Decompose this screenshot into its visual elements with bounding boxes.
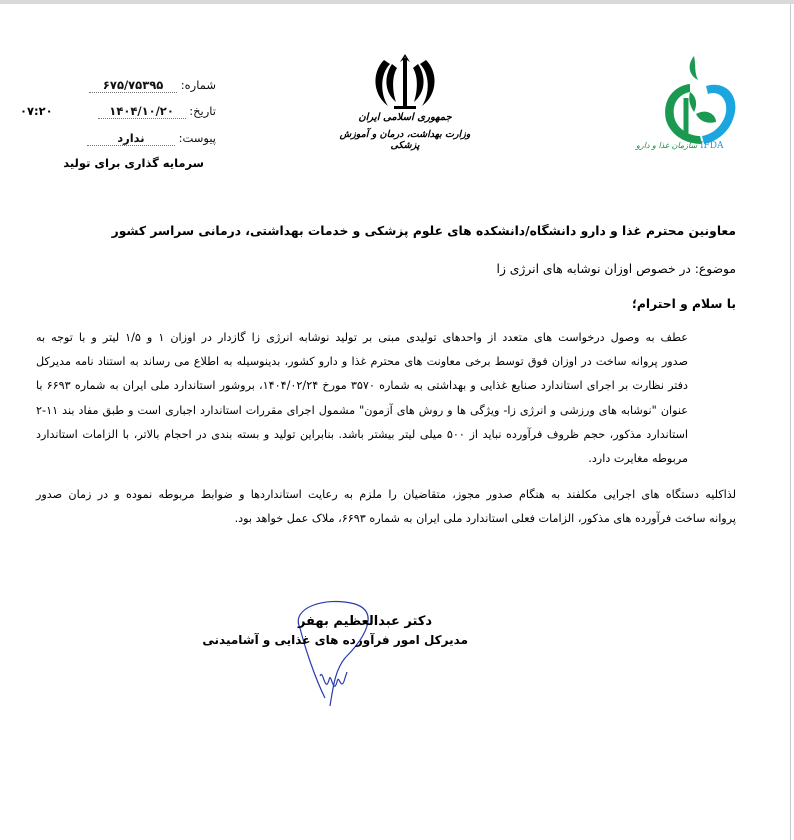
letter-greeting: با سلام و احترام؛ <box>631 297 736 311</box>
page-right-edge <box>790 4 791 840</box>
body-line: صدور پروانه ساخت در اوزان فوق توسط برخی معاونت های محترم غذا و دارو کشور، بدینوسیله به اطلاع می رساند به استناد نامه مدیرکل <box>36 355 688 369</box>
body-paragraph-2 <box>36 483 736 531</box>
ifda-logo-caption-fa: سازمان غذا و دارو <box>636 141 698 150</box>
body-line: لذاکلیه دستگاه های اجرایی مکلفند به هنگام صدور مجوز، متقاضیان را ملزم به رعایت استانداردها و ضوابط مربوطه نموده و در زمان صدور <box>36 488 736 501</box>
letter-number-field <box>89 78 216 93</box>
letter-recipient: معاونین محترم غذا و دارو دانشگاه/دانشکده های علوم پزشکی و خدمات بهداشتی، درمانی سراسر کشور <box>111 224 736 238</box>
body-line: عنوان "نوشابه های ورزشی و انرژی زا- ویژگی ها و روش های آزمون" مشمول اجرای مقررات استاندارد اجباری است و طبق مفاد بند ۱۱-۲ <box>36 403 688 417</box>
department-slogan: سرمایه گذاری برای تولید <box>63 156 204 170</box>
emblem-caption-republic: جمهوری اسلامی ایران <box>358 112 452 123</box>
body-line: پروانه ساخت فرآورده های مذکور، الزامات فعلی استاندارد ملی ایران به شماره ۶۶۹۳، ملاک عمل خواهد بود. <box>234 512 736 526</box>
signatory-title: مدیرکل امور فرآورده های غذایی و آشامیدنی <box>202 633 468 647</box>
letter-number-label: شماره: <box>180 78 216 92</box>
body-line: عطف به وصول درخواست های متعدد از واحدهای تولیدی مبنی بر تولید نوشابه انرژی زا گازدار در اوزان ۱ و ۱/۵ لیتر و با توجه به <box>36 331 688 344</box>
letter-subject: موضوع: در خصوص اوزان نوشابه های انرژی زا <box>496 262 736 276</box>
iran-emblem-icon <box>370 52 440 112</box>
signatory-name: دکتر عبدالعظیم بهفر <box>297 614 433 629</box>
attachment-value: ندارد <box>87 131 175 146</box>
ifda-logo-icon <box>650 52 740 150</box>
ifda-logo-caption-en: IFDA <box>700 141 724 151</box>
body-line: دفتر نظارت بر اجرای استاندارد صنایع غذایی و بهداشتی به شماره ۳۵۷۰ مورخ ۱۴۰۴/۰۲/۲۴، بروشور استاندارد ملی ایران به شماره ۶۶۹۳ با <box>36 379 688 393</box>
letter-time-value: ۰۷:۲۰ <box>20 104 53 118</box>
attachment-label: پیوست: <box>178 131 216 145</box>
emblem-caption-ministry: وزارت بهداشت، درمان و آموزش پزشکی <box>339 129 471 151</box>
letter-number-value: ۶۷۵/۷۵۳۹۵ <box>89 78 177 93</box>
body-line: مربوطه مغایرت دارد. <box>588 452 688 466</box>
letter-date-value: ۱۴۰۴/۱۰/۲۰ <box>98 104 186 119</box>
body-line: استاندارد مذکور، حجم ظروف فرآورده نباید از ۵۰۰ میلی لیتر بیشتر باشد. بنابراین تولید و بسته بندی در احجام بالاتر، با الزامات استاندارد <box>36 427 688 441</box>
letter-date-label: تاریخ: <box>189 104 216 118</box>
attachment-field <box>87 131 216 146</box>
letter-date-field <box>98 104 216 119</box>
body-paragraph-1 <box>36 326 736 471</box>
